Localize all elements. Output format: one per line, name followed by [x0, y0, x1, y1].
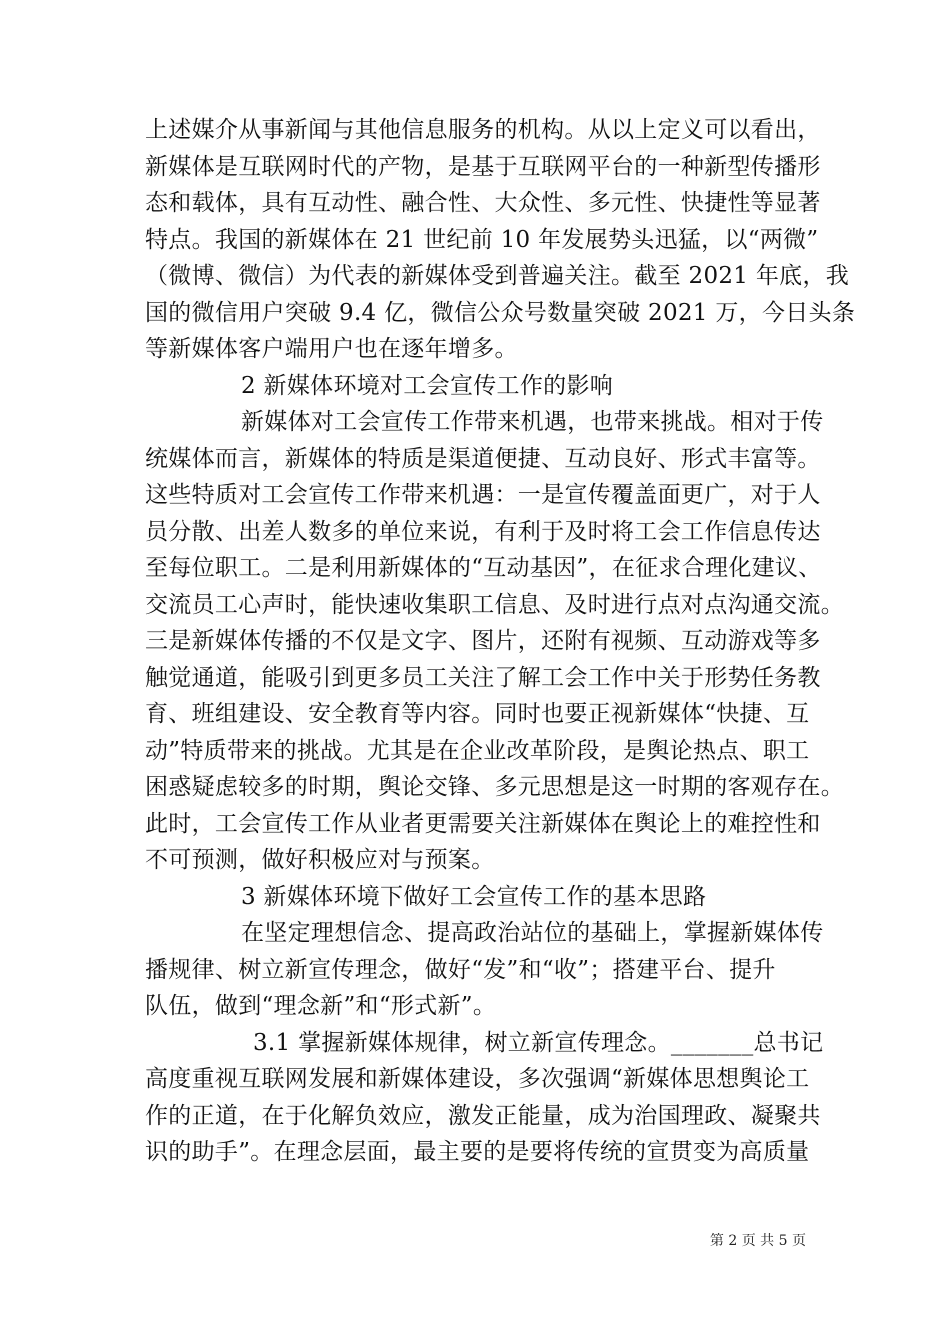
paragraph-line: 育、班组建设、安全教育等内容。同时也要正视新媒体“快捷、互 — [145, 701, 810, 727]
paragraph-line: 触觉通道，能吸引到更多员工关注了解工会工作中关于形势任务教 — [145, 664, 821, 691]
paragraph-line: 特点。我国的新媒体在 21 世纪前 10 年发展势头迅猛，以“两微” — [145, 226, 819, 253]
section-heading-2: 2 新媒体环境对工会宣传工作的影响 — [241, 372, 614, 399]
paragraph-line: 统媒体而言，新媒体的特质是渠道便捷、互动良好、形式丰富等。 — [145, 445, 821, 472]
paragraph-line: 动”特质带来的挑战。尤其是在企业改革阶段，是舆论热点、职工 — [145, 737, 810, 764]
paragraph-line: 在坚定理想信念、提高政治站位的基础上，掌握新媒体传 — [241, 920, 824, 946]
paragraph-line: 新媒体是互联网时代的产物，是基于互联网平台的一种新型传播形 — [145, 153, 821, 180]
paragraph-line: 员分散、出差人数多的单位来说，有利于及时将工会工作信息传达 — [145, 518, 821, 545]
paragraph-line: 高度重视互联网发展和新媒体建设，多次强调“新媒体思想舆论工 — [145, 1066, 810, 1092]
paragraph-line: 不可预测，做好积极应对与预案。 — [145, 847, 495, 873]
paragraph-line: 上述媒介从事新闻与其他信息服务的机构。从以上定义可以看出， — [145, 117, 821, 143]
paragraph-line: 识的助手”。在理念层面，最主要的是要将传统的宣贯变为高质量 — [145, 1139, 810, 1165]
paragraph-line: 困惑疑虑较多的时期，舆论交锋、多元思想是这一时期的客观存在。 — [145, 774, 844, 800]
paragraph-line: 三是新媒体传播的不仅是文字、图片，还附有视频、互动游戏等多 — [145, 628, 821, 654]
paragraph-line: 播规律、树立新宣传理念，做好“发”和“收”；搭建平台、提升 — [145, 956, 776, 983]
paragraph-line: 态和载体，具有互动性、融合性、大众性、多元性、快捷性等显著 — [145, 190, 821, 216]
paragraph-line: 至每位职工。二是利用新媒体的“互动基因”，在征求合理化建议、 — [145, 555, 822, 581]
paragraph-line: 新媒体对工会宣传工作带来机遇，也带来挑战。相对于传 — [241, 409, 824, 435]
page-number-footer — [710, 1232, 806, 1250]
paragraph-line: 3.1 掌握新媒体规律，树立新宣传理念。_______总书记 — [253, 1029, 824, 1056]
document-body — [145, 112, 856, 1171]
page-number-label: 第 2 页 共 5 页 — [709, 1233, 806, 1249]
paragraph-line: 队伍，做到“理念新”和“形式新”。 — [145, 993, 497, 1019]
paragraph-line: 这些特质对工会宣传工作带来机遇：一是宣传覆盖面更广，对于人 — [145, 482, 821, 508]
paragraph-line: （微博、微信）为代表的新媒体受到普遍关注。截至 2021 年底，我 — [145, 263, 850, 289]
paragraph-line: 此时，工会宣传工作从业者更需要关注新媒体在舆论上的难控性和 — [145, 810, 821, 837]
section-heading-3: 3 新媒体环境下做好工会宣传工作的基本思路 — [241, 883, 707, 910]
paragraph-line: 等新媒体客户端用户也在逐年增多。 — [145, 336, 518, 362]
paragraph-line: 交流员工心声时，能快速收集职工信息、及时进行点对点沟通交流。 — [145, 591, 844, 618]
paragraph-line: 作的正道，在于化解负效应，激发正能量，成为治国理政、凝聚共 — [145, 1102, 821, 1129]
paragraph-line: 国的微信用户突破 9.4 亿，微信公众号数量突破 2021 万，今日头条 — [145, 299, 856, 326]
